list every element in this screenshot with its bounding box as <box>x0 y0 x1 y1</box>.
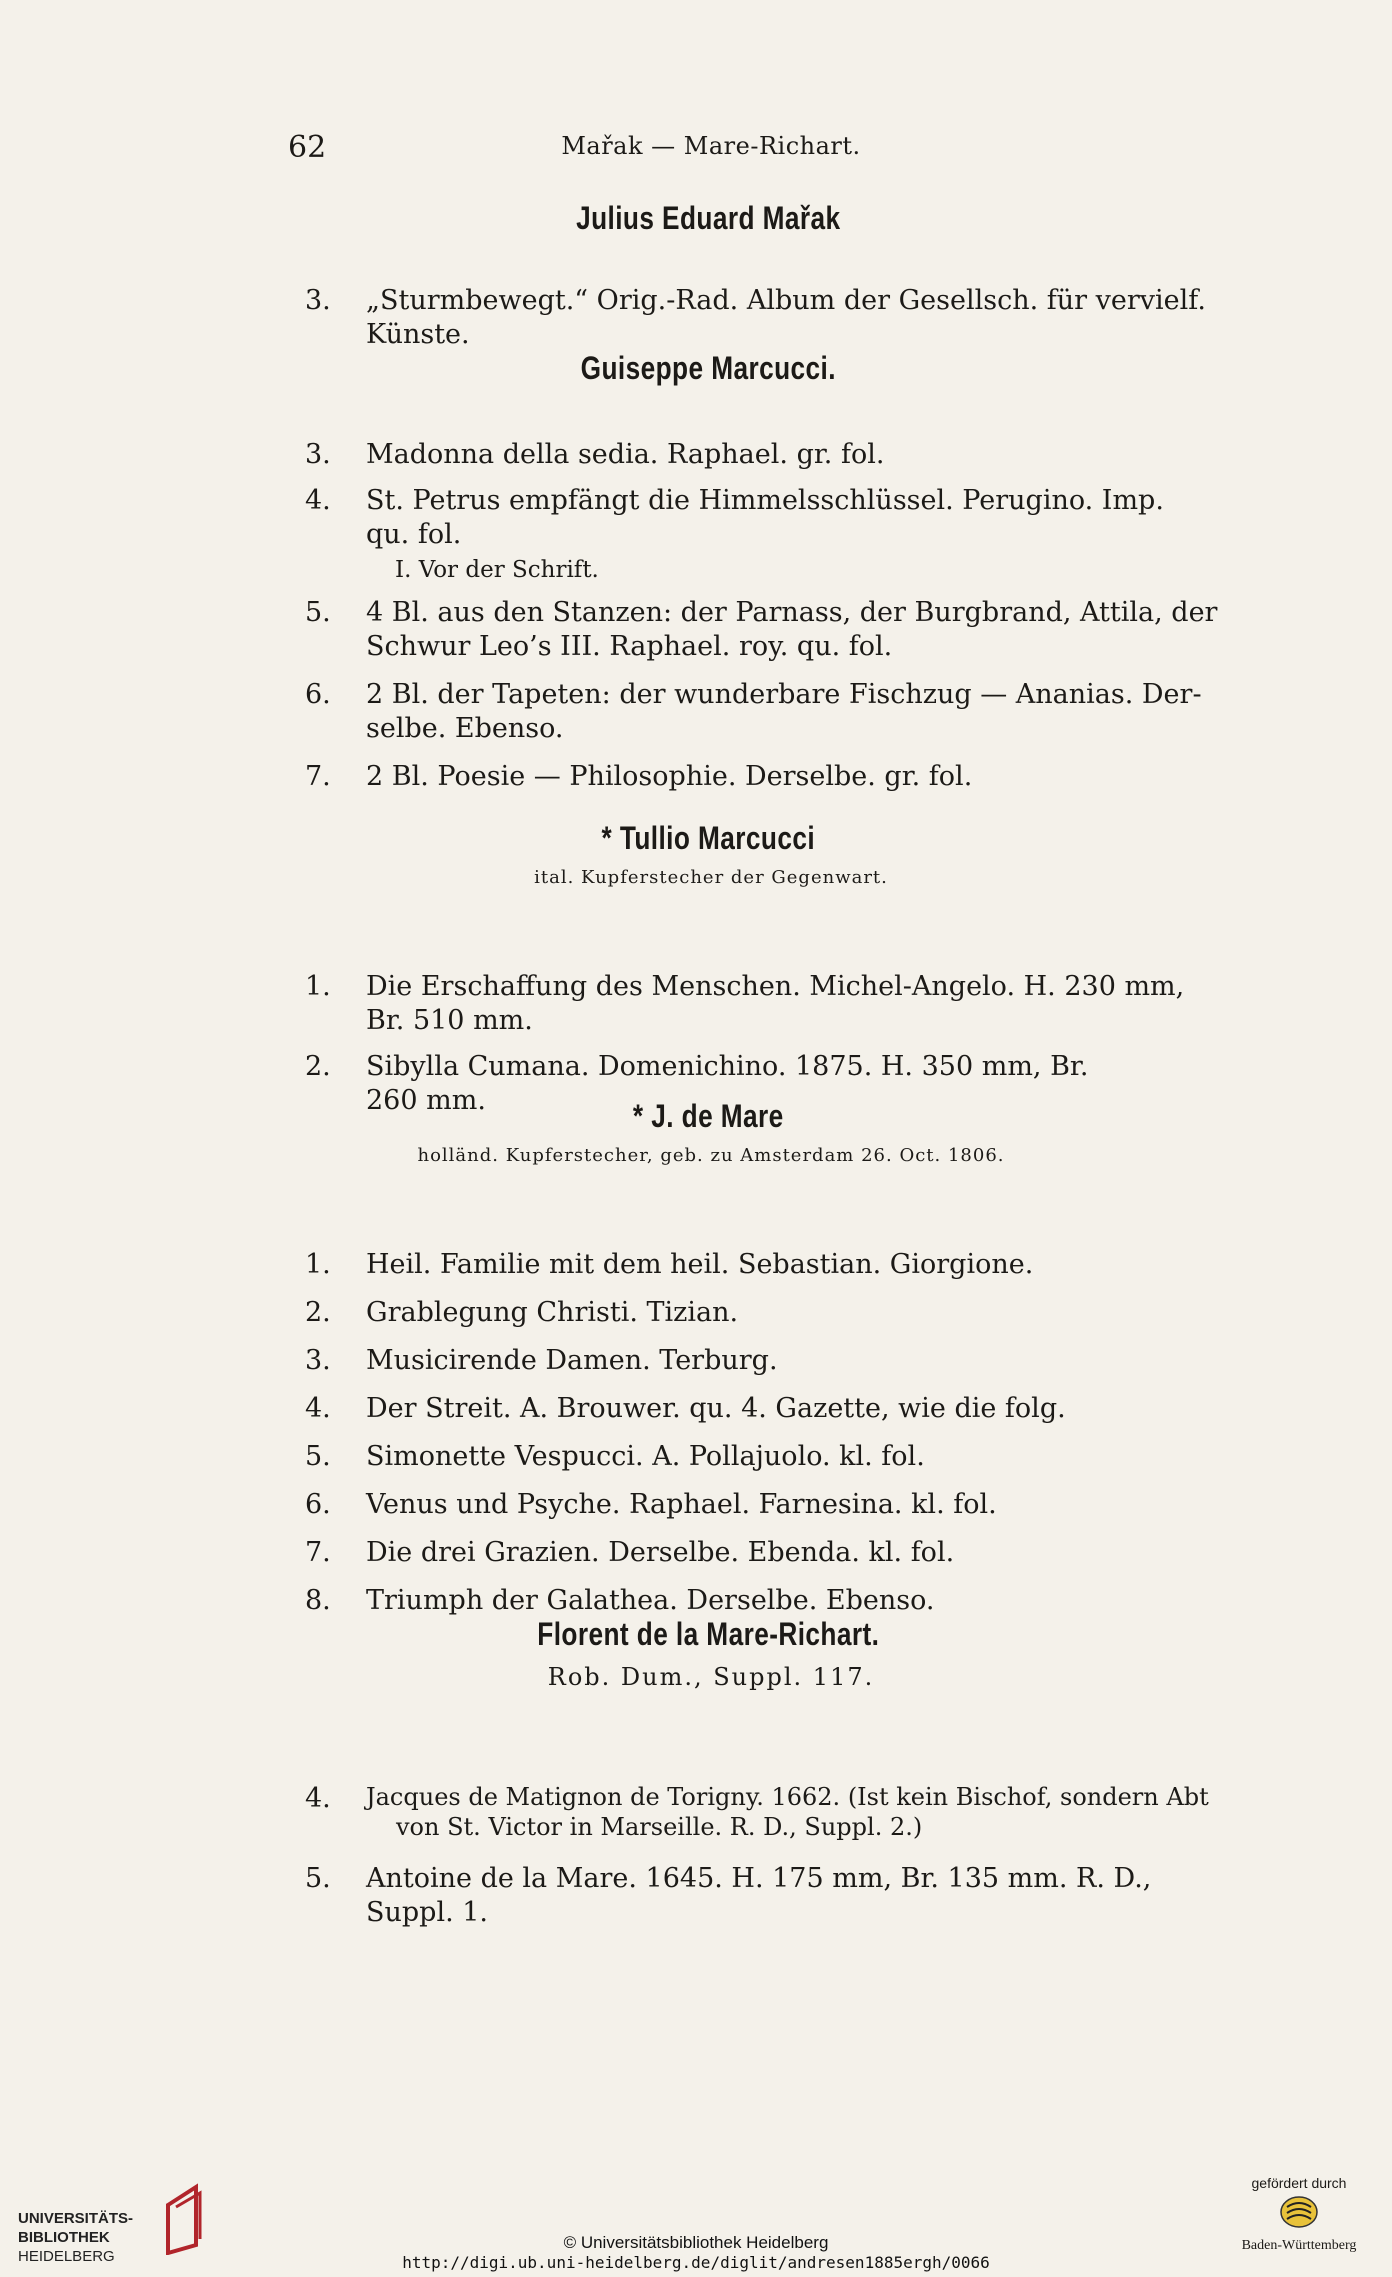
footer <box>0 2167 1392 2277</box>
entry-text: Der Streit. A. Brouwer. qu. 4. Gazette, wie die folg. <box>366 1393 1066 1424</box>
sponsor-label: gefördert durch <box>1251 2175 1347 2191</box>
entry-text <box>366 438 1254 472</box>
entry-text <box>366 1862 1254 1930</box>
sponsor-name: Baden-Württemberg <box>1241 2238 1357 2253</box>
entry-line: 4 Bl. aus den Stanzen: der Parnass, der Burgbrand, Attila, der <box>366 597 1218 628</box>
section-heading: * Tullio Marcucci <box>601 820 816 856</box>
entry-line: „Sturmbewegt.“ Orig.-Rad. Album der Gesellsch. für vervielf. <box>366 285 1206 316</box>
section-de-mare <box>0 1098 1392 1616</box>
entry-number: 6. <box>305 679 331 710</box>
entry-line: Jacques de Matignon de Torigny. 1662. (Ist kein Bischof, sondern Abt <box>366 1783 1209 1811</box>
copyright: © Universitätsbibliothek Heidelberg <box>563 2233 829 2252</box>
entry-number: 4. <box>305 1783 331 1814</box>
entry-line: von St. Victor in Marseille. R. D., Suppl. 2.) <box>396 1813 923 1841</box>
entry-text: Die drei Grazien. Derselbe. Ebenda. kl. fol. <box>366 1537 955 1568</box>
entry-number: 3. <box>305 439 331 470</box>
entry-text <box>366 1782 1254 1842</box>
entry-line: Suppl. 1. <box>366 1897 489 1928</box>
entry-text: Venus und Psyche. Raphael. Farnesina. kl. fol. <box>366 1489 997 1520</box>
entry-line: St. Petrus empfängt die Himmelsschlüssel. Perugino. Imp. <box>366 485 1164 516</box>
entry-line: Schwur Leo’s III. Raphael. roy. qu. fol. <box>366 631 893 662</box>
section-heading: Florent de la Mare-Richart. <box>537 1616 880 1652</box>
entry-number: 3. <box>305 1345 331 1376</box>
entry-number: 8. <box>305 1585 331 1616</box>
entry-number: 1. <box>305 1249 331 1280</box>
coat-of-arms-icon <box>1279 2195 1319 2229</box>
entry-number: 7. <box>305 1537 331 1568</box>
page-header <box>0 130 1392 170</box>
entry-line: Künste. <box>366 319 470 350</box>
entry-text <box>366 760 1254 794</box>
entry-line: 2 Bl. der Tapeten: der wunderbare Fischzug — Ananias. Der- <box>366 679 1202 710</box>
source-url[interactable]: http://digi.ub.uni-heidelberg.de/diglit/andresen1885ergh/0066 <box>402 2253 990 2272</box>
page-number: 62 <box>288 130 327 165</box>
section-heading: Guiseppe Marcucci. <box>580 350 836 386</box>
entry-line: Br. 510 mm. <box>366 1005 533 1036</box>
entry-number: 2. <box>305 1297 331 1328</box>
entry-text: Grablegung Christi. Tizian. <box>366 1297 739 1328</box>
entry-text <box>366 596 1254 664</box>
section-florent <box>0 1616 1392 1928</box>
entry-line: 2 Bl. Poesie — Philosophie. Derselbe. gr. fol. <box>366 761 973 792</box>
entry-number: 4. <box>305 485 331 516</box>
entry-number: 4. <box>305 1393 331 1424</box>
entry-text <box>366 678 1254 746</box>
entry-number: 3. <box>305 285 331 316</box>
entry-number: 5. <box>305 1441 331 1472</box>
entry-text: Heil. Familie mit dem heil. Sebastian. Giorgione. <box>366 1249 1034 1280</box>
entry-number: 5. <box>305 597 331 628</box>
entry-line: qu. fol. <box>366 519 462 550</box>
entry-text <box>366 484 1254 552</box>
entry-number: 5. <box>305 1863 331 1894</box>
section-marak <box>0 200 1392 350</box>
entry-line: Die Erschaffung des Menschen. Michel-Angelo. H. 230 mm, <box>366 971 1185 1002</box>
library-line: BIBLIOTHEK <box>18 2229 110 2246</box>
entry-text: Simonette Vespucci. A. Pollajuolo. kl. fol. <box>366 1441 925 1472</box>
entry-text: I. Vor der Schrift. <box>395 557 599 583</box>
entry-text: Musicirende Damen. Terburg. <box>366 1345 778 1376</box>
section-heading: Julius Eduard Mařak <box>576 200 841 236</box>
library-line: HEIDELBERG <box>18 2248 115 2265</box>
entry-number: 1. <box>305 971 331 1002</box>
entry-text: Triumph der Galathea. Derselbe. Ebenso. <box>366 1585 935 1616</box>
entry-text <box>366 970 1254 1038</box>
entry-number: 6. <box>305 1489 331 1520</box>
entry-line: Madonna della sedia. Raphael. gr. fol. <box>366 439 885 470</box>
entry-number: 2. <box>305 1051 331 1082</box>
section-subheading: holländ. Kupferstecher, geb. zu Amsterdam 26. Oct. 1806. <box>417 1145 1005 1166</box>
section-subheading: Rob. Dum., Suppl. 117. <box>547 1663 875 1691</box>
library-line: UNIVERSITÄTS- <box>18 2210 134 2227</box>
entry-line: Antoine de la Mare. 1645. H. 175 mm, Br. 135 mm. R. D., <box>366 1863 1152 1894</box>
sponsor <box>1224 2175 1374 2254</box>
entry-line: selbe. Ebenso. <box>366 713 564 744</box>
entry-line: 260 mm. <box>366 1085 486 1116</box>
entry-text <box>366 284 1254 352</box>
entry-line: Sibylla Cumana. Domenichino. 1875. H. 350 mm, Br. <box>366 1051 1089 1082</box>
section-heading: * J. de Mare <box>632 1098 784 1134</box>
running-head: Mařak — Mare-Richart. <box>561 132 861 160</box>
entry-number: 7. <box>305 761 331 792</box>
section-subheading: ital. Kupferstecher der Gegenwart. <box>534 867 888 888</box>
section-guiseppe <box>0 350 1392 792</box>
